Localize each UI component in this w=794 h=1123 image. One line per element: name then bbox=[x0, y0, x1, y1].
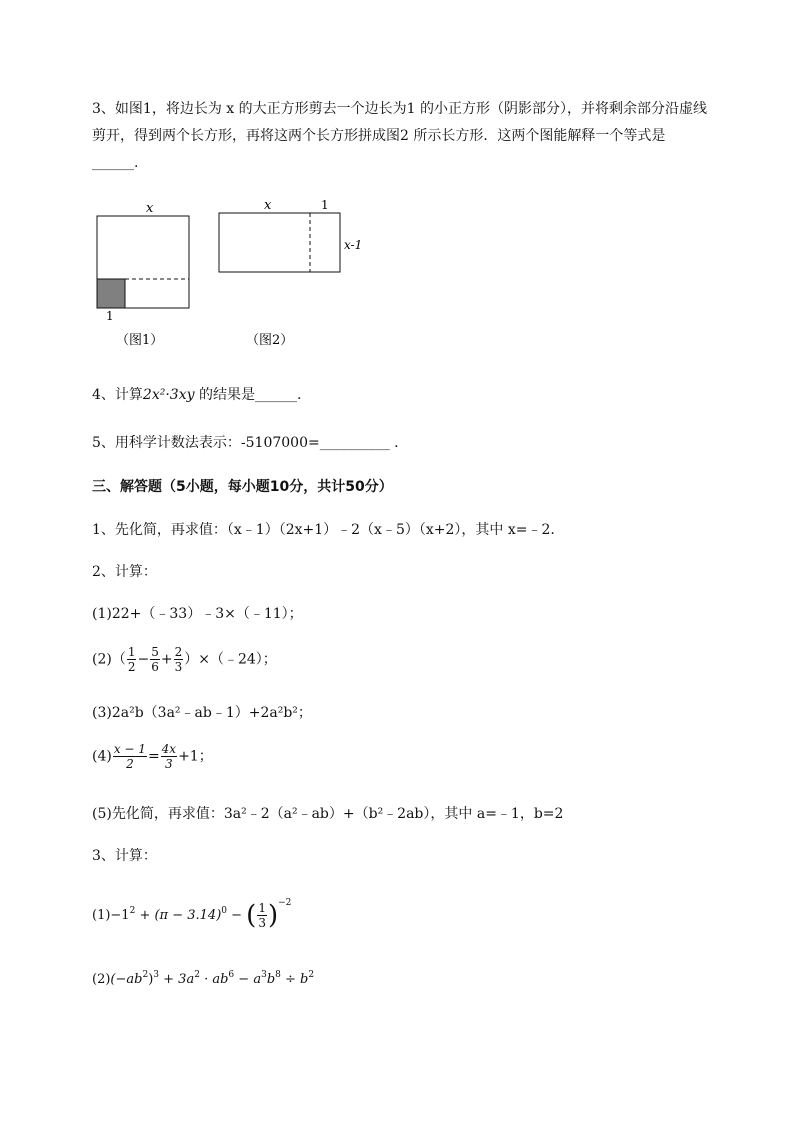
q4-suffix: 的结果是______. bbox=[194, 387, 302, 403]
section-3-title: 三、解答题（5小题，每小题10分，共计50分） bbox=[92, 479, 393, 495]
fig1-top-label: x bbox=[146, 201, 154, 216]
q4-expr: 2x²·3xy bbox=[142, 387, 195, 403]
fraction-2-3: $\frac{2}{3}$ bbox=[174, 645, 183, 674]
figures bbox=[88, 196, 388, 356]
q3-line-3: ______. bbox=[92, 155, 139, 171]
fig2-top-label-1: 1 bbox=[321, 198, 329, 212]
fig1-bottom-label: 1 bbox=[106, 309, 114, 323]
p2-s2-prefix: (2)（ bbox=[92, 651, 126, 668]
fig1-shaded-square bbox=[97, 279, 125, 308]
question-3-text bbox=[92, 96, 734, 177]
figure-2 bbox=[219, 198, 362, 348]
figure-1 bbox=[97, 201, 189, 348]
problem-3-title: 3、计算： bbox=[92, 848, 157, 864]
fig1-caption: （图1） bbox=[116, 333, 164, 348]
fraction-4x-over-3: $\frac{4x}{3}$ bbox=[161, 742, 177, 771]
problem-2-sub-1: (1)22+（﹣33）﹣3×（﹣11）； bbox=[92, 606, 303, 622]
fig2-top-label-x: x bbox=[264, 198, 272, 213]
problem-1: 1、先化简，再求值：（x﹣1）（2x+1）﹣2（x﹣5）（x+2），其中 x=﹣2. bbox=[92, 522, 555, 538]
fraction-1-3: $\frac{1}{3}$ bbox=[258, 901, 266, 930]
q3-line-2: 剪开，得到两个长方形，再将这两个长方形拼成图2 所示长方形．这两个图能解释一个等式是 bbox=[92, 128, 666, 144]
fig2-rectangle bbox=[219, 213, 340, 272]
problem-2-title: 2、计算： bbox=[92, 564, 157, 580]
problem-2-sub-3: (3)2a²b（3a²﹣ab﹣1）+2a²b²； bbox=[92, 705, 312, 721]
fig2-side-label: x-1 bbox=[344, 238, 363, 252]
fraction-x-minus-1-over-2: $\frac{x - 1}{2}$ bbox=[113, 742, 146, 771]
problem-2-sub-5: (5)先化简，再求值：3a²﹣2（a²﹣ab）+（b²﹣2ab），其中 a=﹣1，b=2 bbox=[92, 806, 564, 822]
problem-2-sub-2: (2)（ $\frac{1}{2}$ − $\frac{5}{6}$ + $\frac{2}{3}$ ）×（﹣24）； bbox=[92, 645, 277, 674]
question-5: 5、用科学计数法表示：-5107000=__________ . bbox=[92, 435, 399, 451]
question-4 bbox=[92, 384, 734, 404]
problem-3-sub-2: $(2)(-ab^2)^3 + 3a^2 \cdot ab^6 - a^3b^8 \div b^2$ bbox=[92, 970, 315, 987]
q3-line-1: 3、如图1，将边长为 x 的大正方形剪去一个边长为1 的小正方形（阴影部分），并将剩余部分沿虚线 bbox=[92, 101, 707, 117]
fraction-5-6: $\frac{5}{6}$ bbox=[151, 645, 159, 674]
problem-2-sub-4: (4) $\frac{x - 1}{2}$ = $\frac{4x}{3}$ +1； bbox=[92, 742, 213, 771]
q4-prefix: 4、计算 bbox=[92, 387, 143, 403]
problem-3-sub-1: $(1)-1^2 + (\pi - 3.14)^0$ − ( $\frac{1}{3}$ )$^{-2}$ bbox=[92, 898, 292, 931]
fig2-caption: （图2） bbox=[246, 333, 294, 348]
fraction-1-2: $\frac{1}{2}$ bbox=[127, 645, 136, 674]
p2-s2-suffix: ）×（﹣24）； bbox=[184, 651, 277, 668]
